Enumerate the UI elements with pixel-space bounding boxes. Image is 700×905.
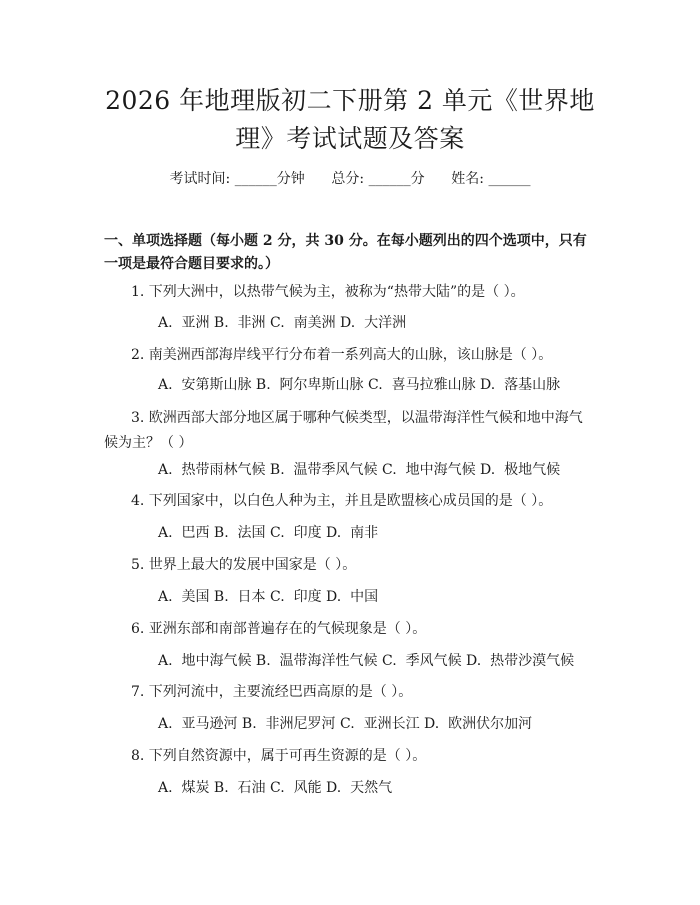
question-8-options: A. 煤炭 B. 石油 C. 风能 D. 天然气 xyxy=(158,780,393,796)
exam-title xyxy=(90,82,610,158)
question-3-options: A. 热带雨林气候 B. 温带季风气候 C. 地中海气候 D. 极地气候 xyxy=(158,462,561,478)
question-1: 1. 下列大洲中，以热带气候为主，被称为“热带大陆”的是（ ）。 xyxy=(131,284,525,300)
question-5-options: A. 美国 B. 日本 C. 印度 D. 中国 xyxy=(158,589,379,605)
question-2-options: A. 安第斯山脉 B. 阿尔卑斯山脉 C. 喜马拉雅山脉 D. 落基山脉 xyxy=(158,377,561,393)
title-line-2: 理》考试试题及答案 xyxy=(235,124,465,153)
question-2: 2. 南美洲西部海岸线平行分布着一系列高大的山脉，该山脉是（ ）。 xyxy=(131,347,553,363)
section-heading: 一、单项选择题（每小题 2 分，共 30 分。在每小题列出的四个选项中，只有一项是最符合题目要求的。） xyxy=(104,233,587,272)
question-4: 4. 下列国家中，以白色人种为主，并且是欧盟核心成员国的是（ ）。 xyxy=(131,493,553,509)
question-6: 6. 亚洲东部和南部普遍存在的气候现象是（ ）。 xyxy=(131,621,427,637)
question-3: 3. 欧洲西部大部分地区属于哪种气候类型，以温带海洋性气候和地中海气候为主？（ ） xyxy=(104,410,583,451)
question-8: 8. 下列自然资源中，属于可再生资源的是（ ）。 xyxy=(131,748,427,764)
question-7-options: A. 亚马逊河 B. 非洲尼罗河 C. 亚洲长江 D. 欧洲伏尔加河 xyxy=(158,716,533,732)
question-1-options: A. 亚洲 B. 非洲 C. 南美洲 D. 大洋洲 xyxy=(158,315,407,331)
question-6-options: A. 地中海气候 B. 温带海洋性气候 C. 季风气候 D. 热带沙漠气候 xyxy=(158,653,575,669)
exam-info-line: 考试时间: ______分钟 总分: ______分 姓名: ______ xyxy=(169,171,531,187)
title-line-1: 2026 年地理版初二下册第 2 单元《世界地 xyxy=(105,86,595,115)
question-4-options: A. 巴西 B. 法国 C. 印度 D. 南非 xyxy=(158,525,379,541)
question-7: 7. 下列河流中，主要流经巴西高原的是（ ）。 xyxy=(131,684,413,700)
question-5: 5. 世界上最大的发展中国家是（ ）。 xyxy=(131,557,357,573)
